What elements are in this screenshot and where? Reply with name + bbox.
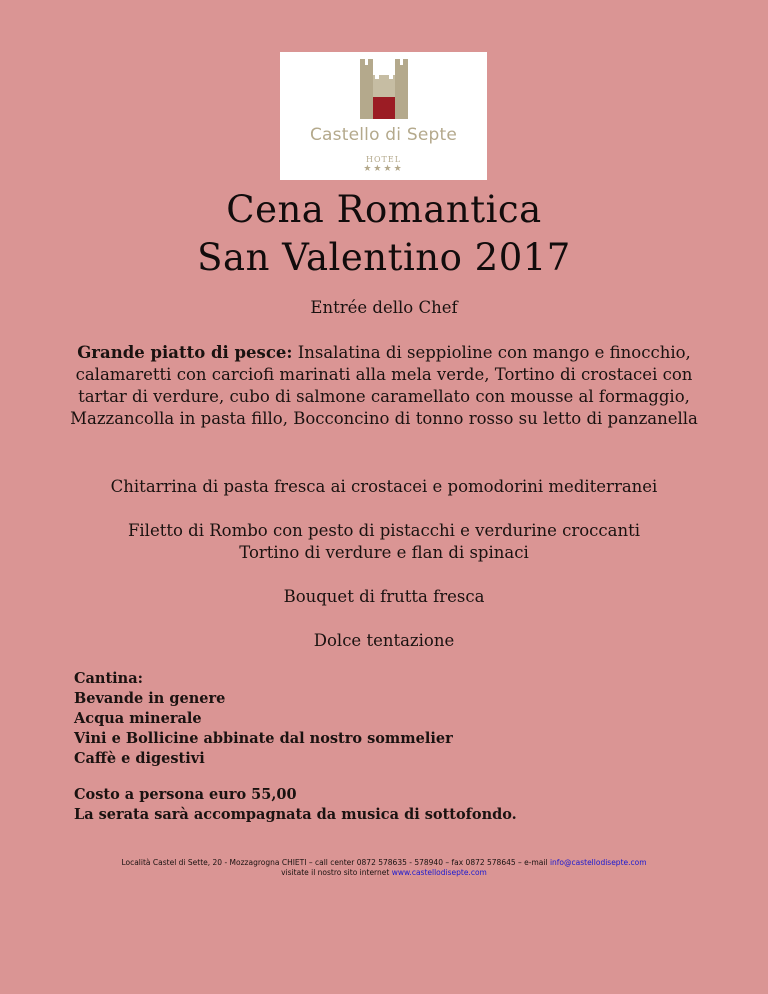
title-line-1: Cena Romantica — [226, 188, 542, 231]
menu-chitarrina: Chitarrina di pasta fresca ai crostacei e pomodorini mediterranei — [110, 477, 658, 496]
menu-filetto-line-1: Filetto di Rombo con pesto di pistacchi e verdurine croccanti — [127, 521, 641, 540]
menu-grande-piatto — [68, 342, 700, 430]
logo-hotel-name: Castello di Septe — [309, 125, 457, 145]
hotel-logo — [280, 52, 487, 180]
cantina-label: Cantina: — [74, 670, 143, 687]
cantina-item: Acqua minerale — [74, 710, 202, 727]
price-per-person: Costo a persona euro 55,00 — [74, 786, 297, 803]
footer — [0, 858, 768, 878]
menu-filetto — [68, 520, 700, 564]
footer-visit-text: visitate il nostro sito internet — [281, 868, 392, 877]
price-section — [74, 785, 694, 825]
cantina-item: Vini e Bollicine abbinate dal nostro sommelier — [74, 730, 453, 747]
menu-grande-piatto-text: Insalatina di seppioline con mango e finocchio, calamaretti con carciofi marinati alla mela verde, Tortino di crostacei con tartar di verdure, cubo di salmone caramellato con mousse al formaggio, Mazzancolla in pasta fillo, Bocconcino di tonno rosso su letto di panzanella — [70, 343, 698, 428]
menu-filetto-line-2: Tortino di verdure e flan di spinaci — [239, 543, 529, 562]
website-link[interactable]: www.castellodisepte.com — [391, 868, 487, 877]
logo-hotel-label: HOTEL — [365, 155, 402, 164]
evening-note: La serata sarà accompagnata da musica di sottofondo. — [74, 806, 517, 823]
page-title — [0, 186, 768, 282]
castle-icon — [358, 57, 410, 121]
footer-website-line — [0, 868, 768, 878]
menu-bouquet: Bouquet di frutta fresca — [283, 587, 485, 606]
title-line-2: San Valentino 2017 — [197, 236, 571, 279]
footer-address: Località Castel di Sette, 20 - Mozzagrogna CHIETI – call center 0872 578635 - 578940 – fax 0872 578645 – e-mail — [121, 858, 550, 867]
cantina-section — [74, 669, 694, 769]
menu-dolce: Dolce tentazione — [313, 631, 455, 650]
footer-contact-line — [0, 858, 768, 868]
cantina-item: Bevande in genere — [74, 690, 226, 707]
logo-star-rating: ★★★★ — [363, 164, 404, 174]
email-link[interactable]: info@castellodisepte.com — [549, 858, 647, 867]
menu-grande-piatto-label: Grande piatto di pesce: — [77, 343, 293, 362]
cantina-item: Caffè e digestivi — [74, 750, 205, 767]
menu-entree: Entrée dello Chef — [310, 298, 458, 317]
